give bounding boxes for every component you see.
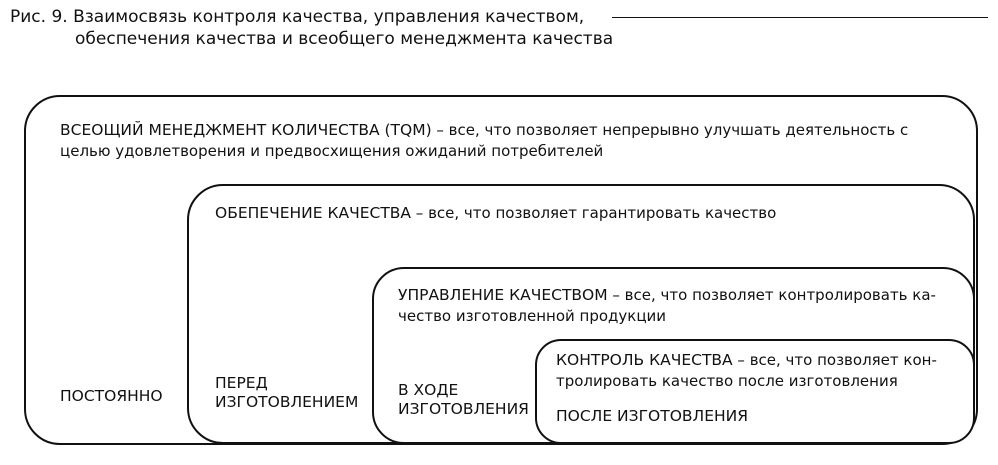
qm-term: УПРАВЛЕНИЕ КАЧЕСТВОМ: [398, 286, 608, 304]
tqm-desc-line-1: – все, что позволяет непрерывно улучшать деятельность с: [431, 121, 909, 139]
qm-description: [398, 285, 936, 327]
qa-stage-line-2: ИЗГОТОВЛЕНИЕМ: [215, 393, 359, 411]
caption-rule: [612, 17, 988, 18]
qc-desc-line-2: тролировать качество после изготовления: [556, 372, 898, 390]
qc-description: [556, 350, 937, 392]
qa-stage: [215, 374, 358, 412]
qa-stage-line-1: ПЕРЕД: [215, 374, 268, 392]
qm-stage-line-2: ИЗГОТОВЛЕНИЯ: [398, 400, 529, 418]
qa-description: [215, 203, 776, 224]
tqm-description: [60, 120, 908, 162]
caption-line-2: обеспечения качества и всеобщего менеджмента качества: [75, 29, 614, 49]
caption-line-1: Рис. 9. Взаимосвязь контроля качества, управления качеством,: [10, 7, 585, 27]
tqm-stage: ПОСТОЯННО: [60, 387, 163, 405]
qc-stage: ПОСЛЕ ИЗГОТОВЛЕНИЯ: [556, 407, 749, 425]
tqm-desc-line-2: целью удовлетворения и предвосхищения ожиданий потребителей: [60, 142, 604, 160]
qm-desc-line-1: – все, что позволяет контролировать ка-: [607, 286, 936, 304]
qm-desc-line-2: чество изготовленной продукции: [398, 307, 667, 325]
qa-term: ОБЕПЕЧЕНИЕ КАЧЕСТВА: [215, 204, 412, 222]
qm-stage: [398, 381, 529, 419]
qc-term: КОНТРОЛЬ КАЧЕСТВА: [556, 351, 733, 369]
figure-caption: [10, 6, 613, 50]
tqm-term: ВСЕОЩИЙ МЕНЕДЖМЕНТ КОЛИЧЕСТВА (TQM): [60, 121, 432, 139]
qa-desc-line-1: – все, что позволяет гарантировать качество: [411, 204, 777, 222]
qm-stage-line-1: В ХОДЕ: [398, 381, 459, 399]
qc-desc-line-1: – все, что позволяет кон-: [732, 351, 937, 369]
